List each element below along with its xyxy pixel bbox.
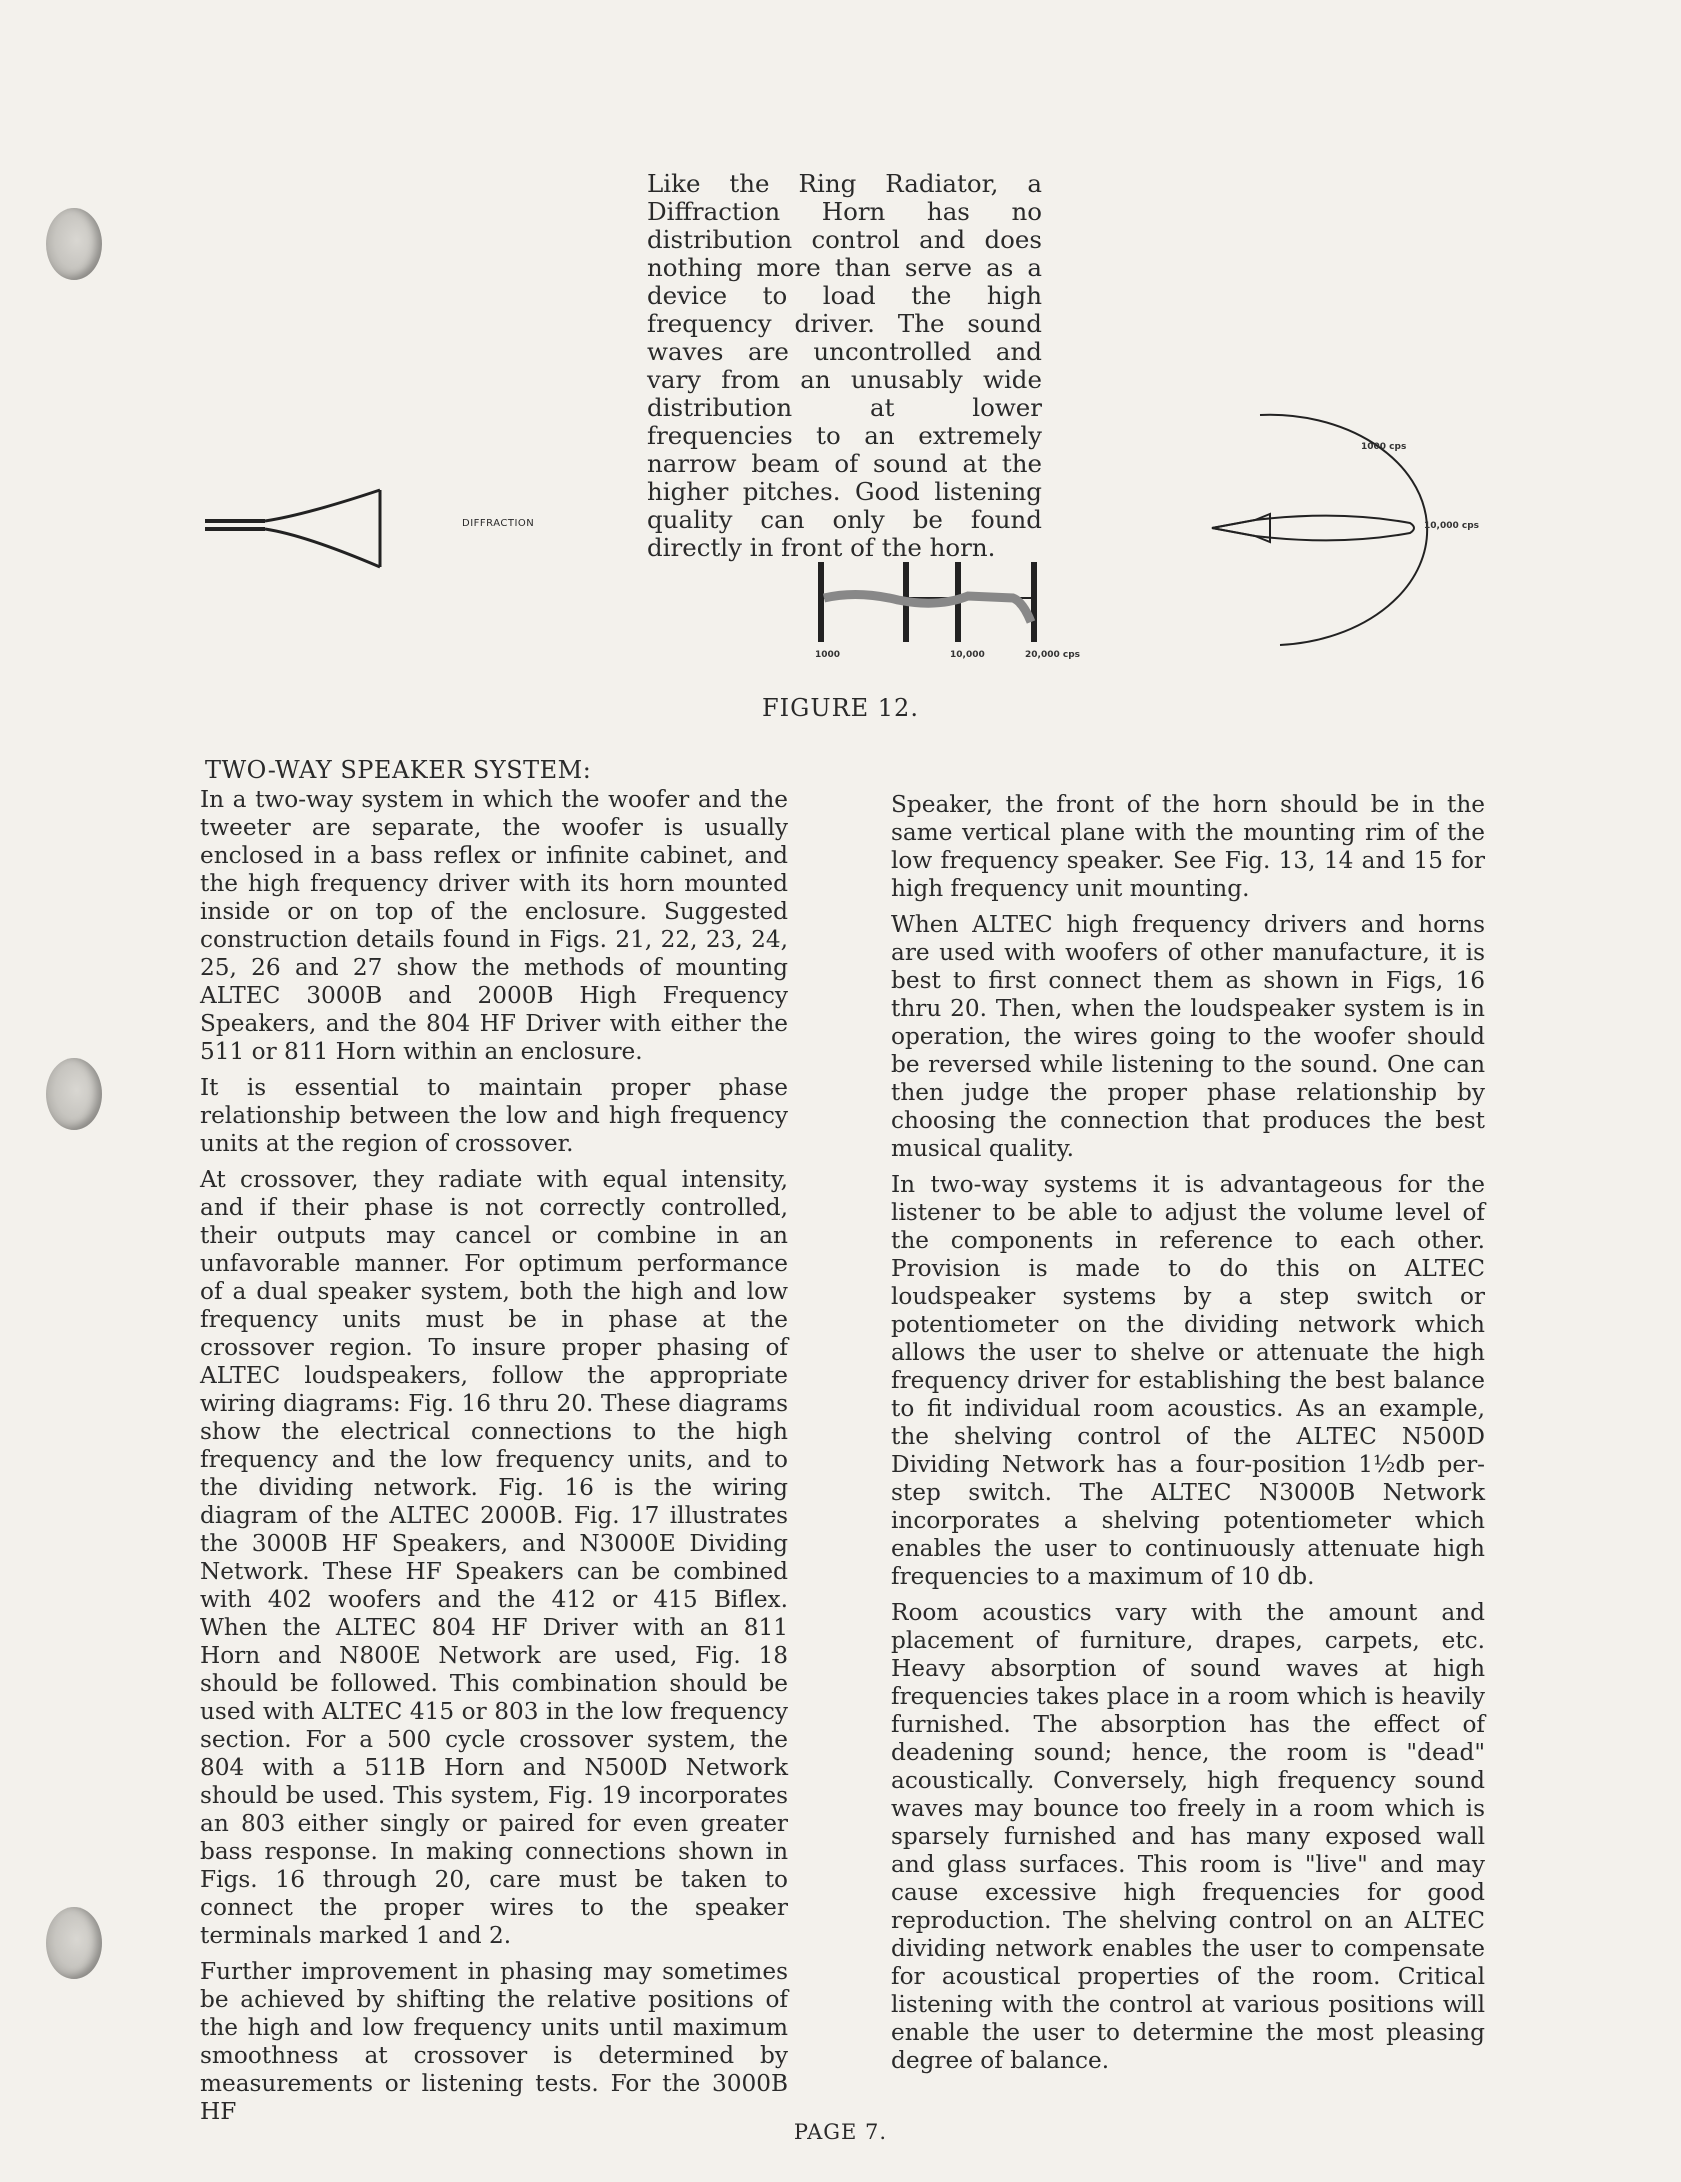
left-column <box>200 786 788 2134</box>
punch-hole <box>46 208 102 280</box>
graph-label-20000: 20,000 cps <box>1025 650 1080 660</box>
paragraph: In two-way systems it is advantageous for the listener to be able to adjust the volume level of the components in reference to each other. Provision is made to do this on ALTEC loudspeaker systems by a step switch or potentiometer on the dividing network which allows the user to shelve or attenuate the high frequency driver for establishing the best balance to fit individual room acoustics. As an example, the shelving control of the ALTEC N500D Dividing Network has a four-position 1½db per-step switch. The ALTEC N3000B Network incorporates a shelving potentiometer which enables the user to continuously attenuate high frequencies to a maximum of 10 db. <box>891 1171 1485 1590</box>
punch-hole <box>46 1058 102 1130</box>
polar-label-1000: 1000 cps <box>1361 442 1407 452</box>
paragraph: At crossover, they radiate with equal intensity, and if their phase is not correctly controlled, their outputs may cancel or combine in an unfavorable manner. For optimum performance of a dual speaker system, both the high and low frequency units must be in phase at the crossover region. To insure proper phasing of ALTEC loudspeakers, follow the appropriate wiring diagrams: Fig. 16 thru 20. These diagrams show the electrical connections to the high frequency and the low frequency units, and to the dividing network. Fig. 16 is the wiring diagram of the ALTEC 2000B. Fig. 17 illustrates the 3000B HF Speakers, and N3000E Dividing Network. These HF Speakers can be combined with 402 woofers and the 412 or 415 Biflex. When the ALTEC 804 HF Driver with an 811 Horn and N800E Network are used, Fig. 18 should be followed. This combination should be used with ALTEC 415 or 803 in the low frequency section. For a 500 cycle crossover system, the 804 with a 511B Horn and N500D Network should be used. This system, Fig. 19 incorporates an 803 either singly or paired for even greater bass response. In making connections shown in Figs. 16 through 20, care must be taken to connect the proper wires to the speaker terminals marked 1 and 2. <box>200 1166 788 1949</box>
figure-caption: FIGURE 12. <box>762 694 919 722</box>
paragraph: It is essential to maintain proper phase relationship between the low and high frequency units at the region of crossover. <box>200 1074 788 1157</box>
paragraph: Room acoustics vary with the amount and placement of furniture, drapes, carpets, etc. Heavy absorption of sound waves at high frequencies takes place in a room which is heavily furnished. The absorption has the effect of deadening sound; hence, the room is "dead" acoustically. Conversely, high frequency sound waves may bounce too freely in a room which is sparsely furnished and has many exposed wall and glass surfaces. This room is "live" and may cause excessive high frequencies for good reproduction. The shelving control on an ALTEC dividing network enables the user to compensate for acoustical properties of the room. Critical listening with the control at various positions will enable the user to determine the most pleasing degree of balance. <box>891 1599 1485 2074</box>
paragraph: Further improvement in phasing may sometimes be achieved by shifting the relative positions of the high and low frequency units until maximum smoothness at crossover is determined by measurements or listening tests. For the 3000B HF <box>200 1958 788 2125</box>
right-column <box>891 791 1485 2083</box>
paragraph: When ALTEC high frequency drivers and horns are used with woofers of other manufacture, it is best to first connect them as shown in Figs, 16 thru 20. Then, when the loudspeaker system is in operation, the wires going to the woofer should be reversed while listening to the sound. One can then judge the proper phase relationship by choosing the connection that produces the best musical quality. <box>891 911 1485 1162</box>
punch-hole <box>46 1907 102 1979</box>
paragraph: In a two-way system in which the woofer and the tweeter are separate, the woofer is usually enclosed in a bass reflex or infinite cabinet, and the high frequency driver with its horn mounted inside or on top of the enclosure. Suggested construction details found in Figs. 21, 22, 23, 24, 25, 26 and 27 show the methods of mounting ALTEC 3000B and 2000B High Frequency Speakers, and the 804 HF Driver with either the 511 or 811 Horn within an enclosure. <box>200 786 788 1065</box>
diffraction-label: DIFFRACTION <box>462 518 535 529</box>
diffraction-horn-illustration <box>205 485 385 575</box>
intro-paragraph: Like the Ring Radiator, a Diffraction Horn has no distribution control and does nothing more than serve as a device to load the high frequency driver. The sound waves are uncontrolled and vary from an unusably wide distribution at lower frequencies to an extremely narrow beam of sound at the higher pitches. Good listening quality can only be found directly in front of the horn. <box>647 169 1042 562</box>
frequency-response-graph <box>818 560 1043 650</box>
polar-label-10000: 10,000 cps <box>1424 521 1479 531</box>
graph-label-1000: 1000 <box>815 650 841 660</box>
graph-label-10000: 10,000 <box>950 650 985 660</box>
paragraph: Speaker, the front of the horn should be in the same vertical plane with the mounting rim of the low frequency speaker. See Fig. 13, 14 and 15 for high frequency unit mounting. <box>891 791 1485 902</box>
section-heading: TWO-WAY SPEAKER SYSTEM: <box>205 756 592 784</box>
page-number: PAGE 7. <box>793 2120 888 2144</box>
